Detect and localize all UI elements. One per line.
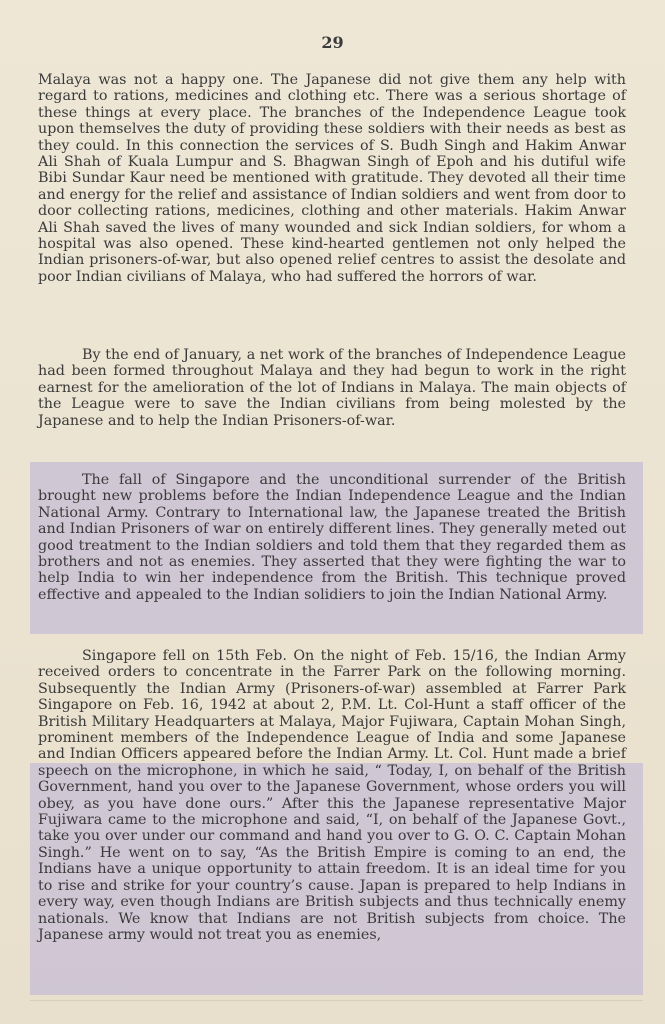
- paragraph: Singapore fell on 15th Feb. On the night of Feb. 15/16, the Indian Army received orders to concentrate in the Farrer Park on the following morning. Subsequently the Indian Army (Prisoners-of-war) assembled at Farrer Park Singapore on Feb. 16, 1942 at about 2, P.M. Lt. Col-Hunt a staff officer of the British Military Headquarters at Malaya, Major Fujiwara, Captain Mohan Singh, prominent members of the Independence League of India and some Japanese and Indian Officers appeared before the Indian Army. Lt. Col. Hunt made a brief speech on the microphone, in which he said, “ Today, I, on behalf of the British Government, hand you over to the Japanese Government, whose orders you will obey, as you have done ours.” After this the Japanese representative Major Fujiwara came to the microphone and said, “I, on behalf of the Japanese Govt., take you over under our command and hand you over to G. O. C. Captain Mohan Singh.” He went on to say, “As the British Empire is coming to an end, the Indians have a unique opportunity to attain freedom. It is an ideal time for you to rise and strike for your country’s cause. Japan is prepared to help Indians in every way, even though Indians are British subjects and thus technically enemy nationals. We know that Indians are not British subjects from choice. The Japanese army would not treat you as enemies,: [38, 648, 626, 943]
- paragraph: The fall of Singapore and the unconditional surrender of the British brought new problems before the Indian Independence League and the Indian National Army. Contrary to International law, the Japanese treated the British and Indian Prisoners of war on entirely different lines. They generally meted out good treatment to the Indian soldiers and told them that they regarded them as brothers and not as enemies. They asserted that they were fighting the war to help India to win her independence from the British. This technique proved effective and appealed to the Indian solidiers to join the Indian National Army.: [38, 472, 626, 603]
- page-edge: [30, 1000, 643, 1001]
- page-number: 29: [321, 33, 344, 52]
- paragraph: By the end of January, a net work of the branches of Independence League had been formed throughout Malaya and they had begun to work in the right earnest for the amelioration of the lot of Indians in Malaya. The main objects of the League were to save the Indian civilians from being molested by the Japanese and to help the Indian Prisoners-of-war.: [38, 347, 626, 429]
- paragraph: Malaya was not a happy one. The Japanese did not give them any help with regard to rations, medicines and clothing etc. There was a serious shortage of these things at every place. The branches of the Independence League took upon themselves the duty of providing these soldiers with their needs as best as they could. In this connection the services of S. Budh Singh and Hakim Anwar Ali Shah of Kuala Lumpur and S. Bhagwan Singh of Epoh and his dutiful wife Bibi Sundar Kaur need be mentioned with gratitude. They devoted all their time and energy for the relief and assistance of Indian soldiers and went from door to door collecting rations, medicines, clothing and other materials. Hakim Anwar Ali Shah saved the lives of many wounded and sick Indian soldiers, for whom a hospital was also opened. These kind-hearted gentlemen not only helped the Indian prisoners-of-war, but also opened relief centres to assist the desolate and poor Indian civilians of Malaya, who had suffered the horrors of war.: [38, 72, 626, 285]
